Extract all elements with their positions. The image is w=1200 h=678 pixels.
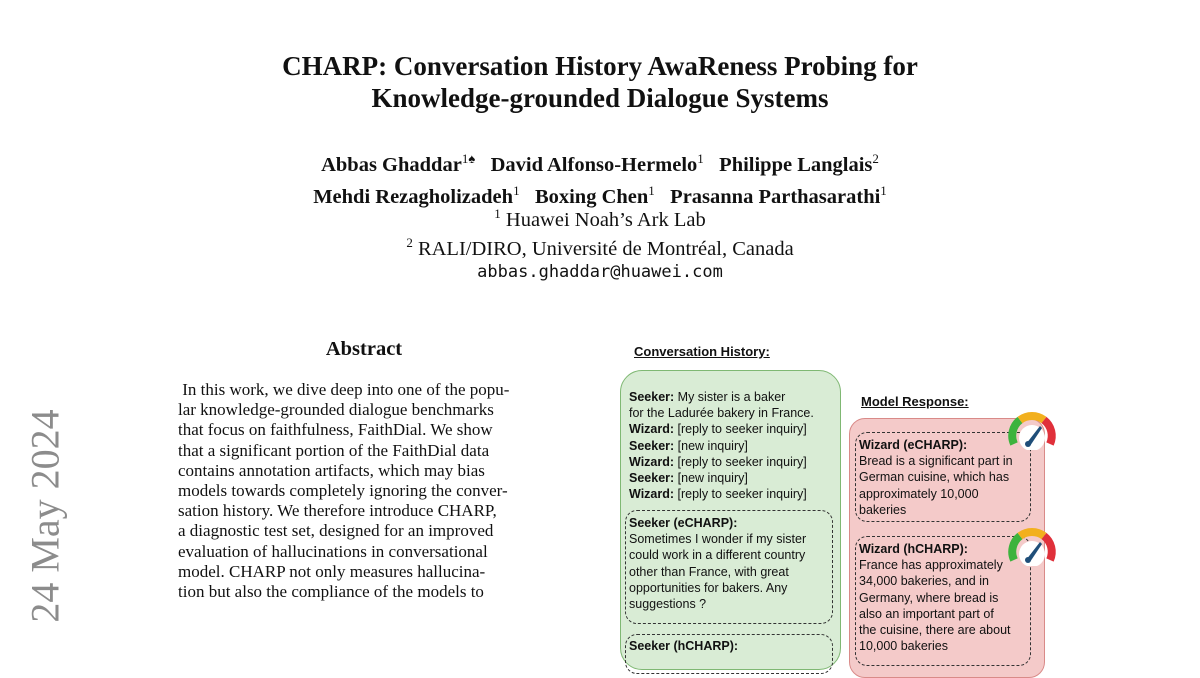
response-header: Model Response: <box>861 394 969 409</box>
title-line-2: Knowledge-grounded Dialogue Systems <box>371 83 829 113</box>
echarp-wizard-line: bakeries <box>859 502 907 517</box>
hcharp-wizard-label: Wizard (hCHARP): <box>859 542 968 556</box>
arxiv-date: 24 May 2024 <box>22 409 68 623</box>
utterance: [reply to seeker inquiry] <box>674 454 807 469</box>
hcharp-seeker-label: Seeker (hCHARP): <box>629 639 739 653</box>
author-line-1 <box>0 146 1200 178</box>
hcharp-wizard-line: Germany, where bread is <box>859 590 999 605</box>
abstract-line: In this work, we dive deep into one of the popu- <box>178 380 510 399</box>
author-sup: 2 <box>872 151 879 166</box>
abstract-body <box>178 380 551 602</box>
arxiv-date-stamp <box>15 410 75 622</box>
gauge-icon <box>1006 522 1058 566</box>
speaker-label: Wizard: <box>629 422 675 437</box>
author-name: Boxing Chen <box>534 185 649 208</box>
abstract-line: models towards completely ignoring the conver- <box>178 481 508 501</box>
echarp-seeker-label: Seeker (eCHARP): <box>629 516 738 530</box>
history-lines <box>629 389 814 502</box>
echarp-seeker-line: suggestions ? <box>629 597 707 612</box>
hcharp-wizard-line: also an important part of <box>859 606 994 621</box>
author-name: Philippe Langlais <box>719 153 873 176</box>
history-line <box>629 438 814 454</box>
affiliation-sup: 1 <box>494 206 501 221</box>
hcharp-wizard-line: 10,000 bakeries <box>859 639 948 654</box>
author-sup: 1♠ <box>461 151 476 166</box>
hcharp-wizard-text <box>859 541 1011 654</box>
author-email: abbas.ghaddar@huawei.com <box>477 262 723 282</box>
utterance: [new inquiry] <box>674 471 748 486</box>
utterance: My sister is a baker <box>674 390 786 404</box>
abstract-line: evaluation of hallucinations in conversational <box>178 541 488 561</box>
speaker-label: Seeker: <box>629 471 675 486</box>
history-line <box>629 389 814 405</box>
hcharp-wizard-line: 34,000 bakeries, and in <box>859 574 989 589</box>
author-name: Mehdi Rezagholizadeh <box>313 185 514 208</box>
abstract-line: that a significant portion of the FaithDial data <box>178 440 490 460</box>
abstract-line: tion but also the compliance of the models to <box>178 582 484 602</box>
utterance: [reply to seeker inquiry] <box>674 487 807 502</box>
speaker-label: Wizard: <box>629 487 675 502</box>
abstract-line: sation history. We therefore introduce CHARP, <box>178 501 497 521</box>
gauge-icon <box>1006 406 1058 450</box>
author-sup: 1 <box>880 182 887 198</box>
utterance: [new inquiry] <box>674 438 748 453</box>
hcharp-wizard-line: France has approximately <box>859 558 1003 573</box>
echarp-seeker-line: Sometimes I wonder if my sister <box>629 532 807 547</box>
history-line <box>629 421 814 437</box>
affiliation-text: Huawei Noah’s Ark Lab <box>505 208 706 231</box>
speaker-label: Seeker: <box>629 438 675 453</box>
abstract-line: a diagnostic test set, designed for an improved <box>178 521 494 541</box>
author-name: David Alfonso-Hermelo <box>490 153 698 176</box>
abstract-line: lar knowledge-grounded dialogue benchmarks <box>178 400 494 420</box>
echarp-wizard-label: Wizard (eCHARP): <box>859 438 968 452</box>
abstract-line: model. CHARP not only measures hallucina- <box>178 561 486 581</box>
speaker-label: Seeker: <box>629 390 675 404</box>
author-sup: 1 <box>697 151 704 166</box>
history-line <box>629 405 814 421</box>
hcharp-wizard-line: the cuisine, there are about <box>859 623 1011 638</box>
author-name: Abbas Ghaddar <box>321 153 462 176</box>
history-header: Conversation History: <box>634 344 770 359</box>
title-line-1: CHARP: Conversation History AwaReness Probing for <box>282 51 918 81</box>
echarp-seeker-line: other than France, with great <box>629 564 789 579</box>
history-line <box>629 486 814 502</box>
author-sup: 1 <box>648 182 655 198</box>
history-line <box>629 470 814 486</box>
utterance: for the Ladurée bakery in France. <box>629 406 814 421</box>
echarp-wizard-line: German cuisine, which has <box>859 470 1010 485</box>
utterance: [reply to seeker inquiry] <box>674 422 807 437</box>
speaker-label: Wizard: <box>629 454 675 469</box>
paper-title <box>0 50 1200 114</box>
echarp-seeker-line: opportunities for bakers. Any <box>629 580 788 595</box>
abstract-line: contains annotation artifacts, which may bias <box>178 460 485 480</box>
author-sup: 1 <box>513 182 520 198</box>
echarp-seeker-line: could work in a different country <box>629 548 806 563</box>
abstract-line: that focus on faithfulness, FaithDial. We show <box>178 420 493 440</box>
affiliation-sup: 2 <box>406 235 413 250</box>
affiliation-text: RALI/DIRO, Université de Montréal, Canada <box>417 237 794 260</box>
abstract-heading: Abstract <box>325 338 403 360</box>
author-name: Prasanna Parthasarathi <box>670 185 881 208</box>
echarp-seeker-text <box>629 515 806 612</box>
echarp-wizard-line: Bread is a significant part in <box>859 454 1013 469</box>
history-line <box>629 454 814 470</box>
echarp-wizard-line: approximately 10,000 <box>859 486 979 501</box>
echarp-wizard-text <box>859 437 1013 518</box>
